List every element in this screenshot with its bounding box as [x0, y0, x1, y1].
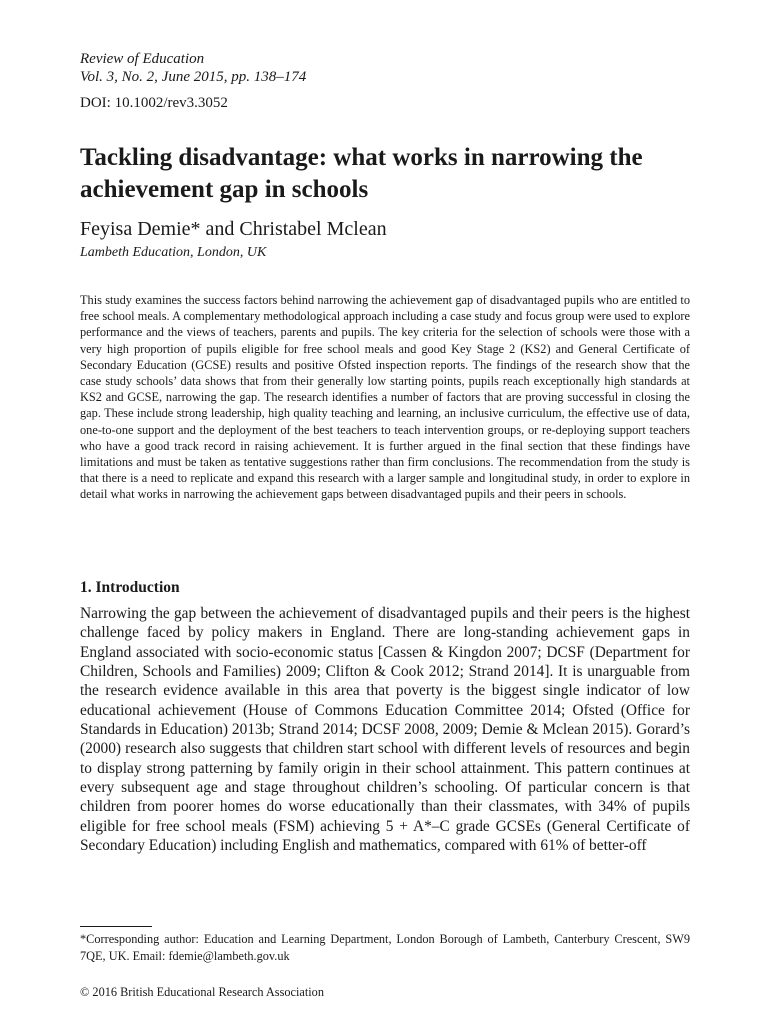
author-affiliation: Lambeth Education, London, UK	[80, 245, 267, 260]
section-heading-introduction: 1. Introduction	[80, 579, 180, 596]
abstract: This study examines the success factors behind narrowing the achievement gap of disadvantaged pupils who are entitled to free school meals. A complementary methodological approach including a case study and focus group were used to explore performance and the views of teachers, parents and pupils. The key criteria for the selection of schools were those with a very high proportion of pupils eligible for free school meals and good Key Stage 2 (KS2) and General Certificate of Secondary Education (GCSE) results and positive Ofsted inspection reports. The findings of the research show that the case study schools’ data shows that from their generally low starting points, pupils reach exceptionally high standards at KS2 and GCSE, narrowing the gap. The research identifies a number of factors that are proving successful in closing the gap. These include strong leadership, high quality teaching and learning, an inclusive curriculum, the effective use of data, one-to-one support and the deployment of the best teachers to teach intervention groups, or re-deploying support teachers who have a good track record in raising achievement. It is further argued in the final section that these findings have limitations and must be taken as tentative suggestions rather than firm conclusions. The recommendation from the study is that there is a need to replicate and expand this research with a larger sample and longitudinal study, in order to explore in detail what works in narrowing the achievement gaps between disadvantaged pupils and their peers in schools.	[80, 293, 690, 502]
introduction-paragraph: Narrowing the gap between the achievement of disadvantaged pupils and their peers is the highest challenge faced by policy makers in England. There are long-standing achievement gaps in England associated with socio-economic status [Cassen & Kingdon 2007; DCSF (Department for Children, Schools and Families) 2009; Clifton & Cook 2012; Strand 2014]. It is unarguable from the research evidence available in this area that poverty is the biggest single indicator of low educational achievement (House of Commons Education Committee 2014; Ofsted (Office for Standards in Education) 2013b; Strand 2014; DCSF 2008, 2009; Demie & Mclean 2015). Gorard’s (2000) research also suggests that children start school with different levels of resources and begin to display strong patterning by family origin in their school attainment. This pattern continues at every subsequent age and stage throughout children’s schooling. Of particular concern is that children from poorer homes do worse educationally than their classmates, with 34% of pupils eligible for free school meals (FSM) achieving 5 + A*–C grade GCSEs (General Certificate of Secondary Education) including English and mathematics, compared with 61% of better-off	[80, 605, 690, 855]
volume-line: Vol. 3, No. 2, June 2015, pp. 138–174	[80, 69, 307, 85]
doi: DOI: 10.1002/rev3.3052	[80, 95, 228, 111]
article-title: Tackling disadvantage: what works in narrowing the achievement gap in schools	[80, 144, 643, 203]
journal-page	[80, 0, 690, 1024]
journal-name: Review of Education	[80, 51, 205, 67]
copyright-notice: © 2016 British Educational Research Association	[80, 985, 324, 999]
journal-header	[80, 50, 306, 86]
article-authors: Feyisa Demie* and Christabel Mclean	[80, 218, 387, 240]
corresponding-author-footnote: *Corresponding author: Education and Learning Department, London Borough of Lambeth, Canterbury Crescent, SW9 7QE, UK. Email: fdemie@lambeth.gov.uk	[80, 932, 690, 963]
footnote-divider	[80, 926, 152, 927]
